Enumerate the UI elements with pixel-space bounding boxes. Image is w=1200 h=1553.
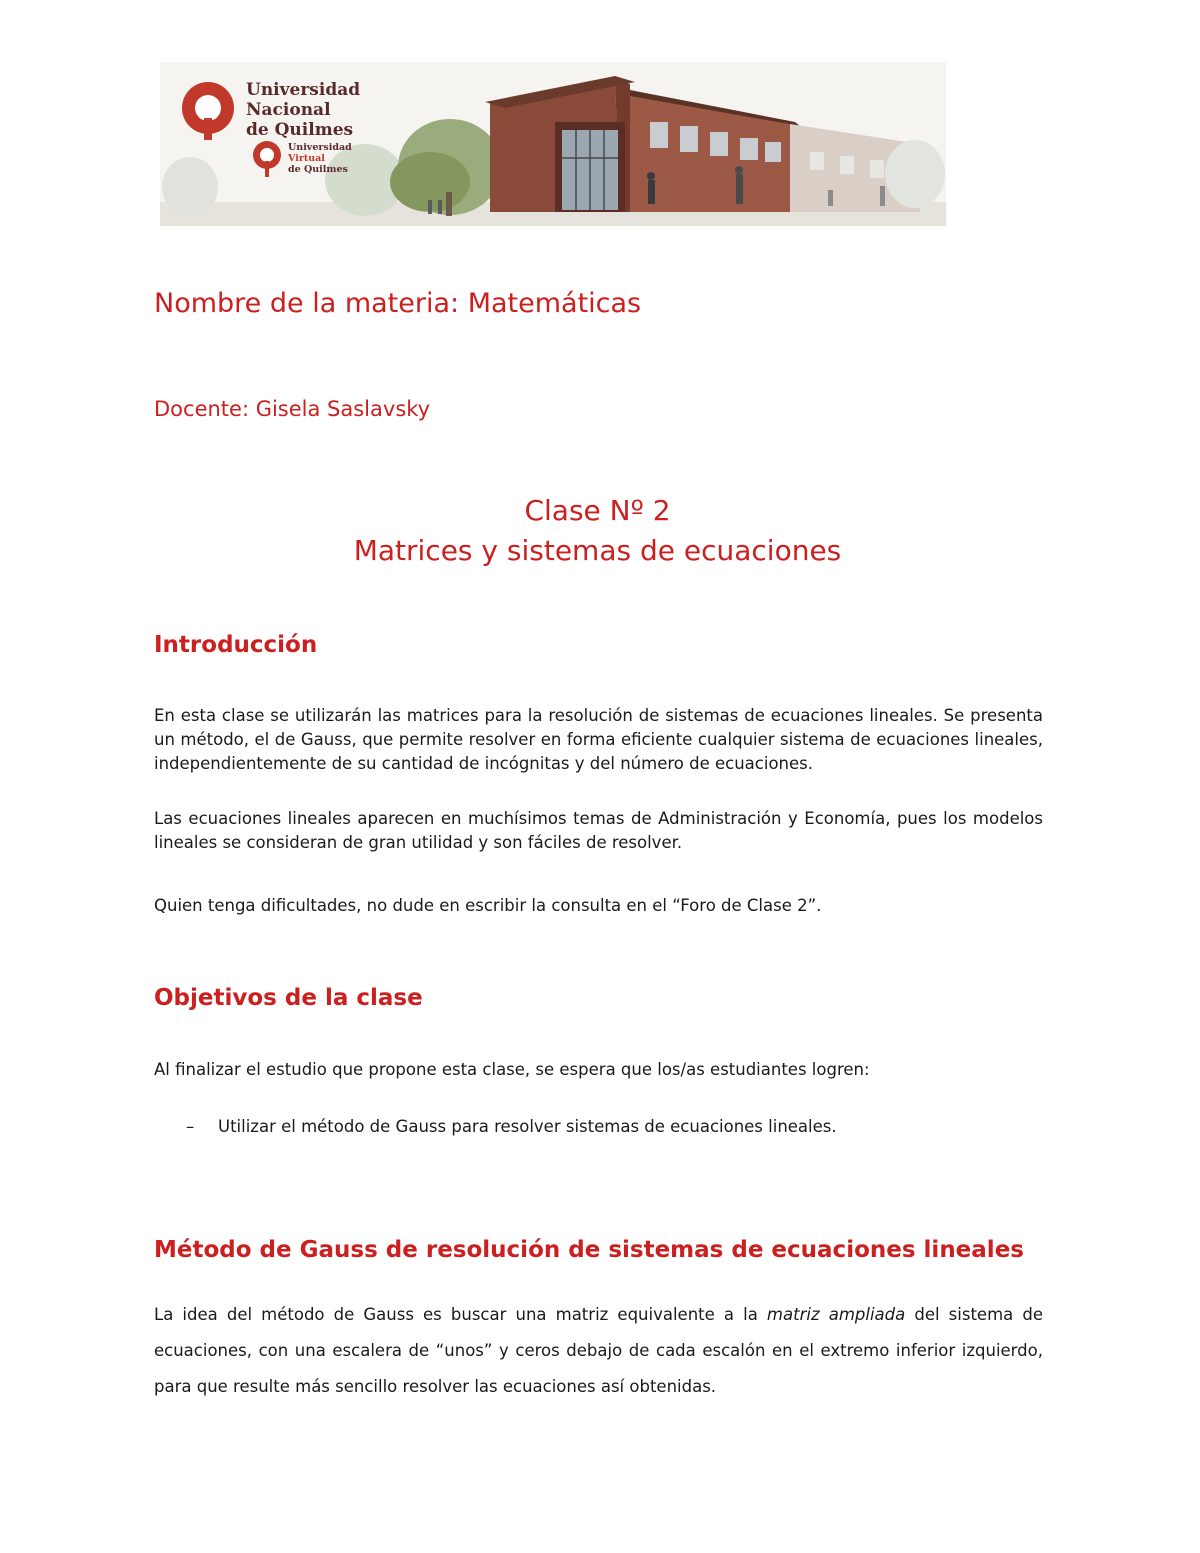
logo-line: de Quilmes: [288, 164, 348, 175]
gauss-emphasis: matriz ampliada: [766, 1305, 906, 1324]
logo-line: de Quilmes: [246, 120, 354, 140]
subject-title: Nombre de la materia: Matemáticas: [154, 288, 642, 319]
logo-line: Universidad: [288, 142, 352, 153]
university-logo-text: [246, 80, 386, 140]
virtual-university-logo-text: [288, 142, 398, 175]
logo-line: Virtual: [288, 153, 325, 164]
gauss-paragraph: [154, 1297, 1043, 1405]
objectives-lead: Al finalizar el estudio que propone esta clase, se espera que los/as estudiantes logren:: [154, 1060, 870, 1079]
intro-paragraph-2: Las ecuaciones lineales aparecen en muchísimos temas de Administración y Economía, pues los modelos lineales se consideran de gran utilidad y son fáciles de resolver.: [154, 809, 1043, 852]
objective-text: Utilizar el método de Gauss para resolver sistemas de ecuaciones lineales.: [218, 1117, 837, 1136]
intro-paragraph-1: En esta clase se utilizarán las matrices para la resolución de sistemas de ecuaciones lineales. Se presenta un método, el de Gauss, que permite resolver en forma eficiente cualquier sistema de ecuaciones lineales, independientemente de su cantidad de incógnitas y del número de ecuaciones.: [154, 706, 1043, 773]
objectives-heading: Objetivos de la clase: [154, 985, 423, 1011]
gauss-heading: Método de Gauss de resolución de sistemas de ecuaciones lineales: [154, 1237, 1024, 1263]
quilmes-q-small-logo-icon: [252, 140, 282, 178]
class-number: Clase Nº 2: [524, 494, 671, 527]
quilmes-q-logo-icon: [180, 80, 236, 142]
gauss-text-start: La idea del método de Gauss es buscar una matriz equivalente a la: [154, 1305, 767, 1324]
class-title: Matrices y sistemas de ecuaciones: [353, 534, 842, 567]
intro-paragraph-3: Quien tenga dificultades, no dude en escribir la consulta en el “Foro de Clase 2”.: [154, 896, 822, 915]
intro-heading: Introducción: [154, 632, 318, 658]
gauss-text-end: del sistema de ecuaciones, con una escalera de “unos” y ceros debajo de cada escalón en el extremo inferior izquierdo, para que resulte más sencillo resolver las ecuaciones así obtenidas.: [154, 1305, 1043, 1396]
university-logo: [180, 76, 380, 146]
header-banner: [160, 62, 946, 226]
objective-list-item: [186, 1115, 837, 1139]
teacher-name: Docente: Gisela Saslavsky: [154, 397, 431, 421]
logo-line: Universidad: [246, 80, 361, 100]
dash-bullet-icon: –: [186, 1117, 195, 1136]
virtual-university-logo: [252, 140, 402, 184]
logo-line: Nacional: [246, 100, 331, 120]
